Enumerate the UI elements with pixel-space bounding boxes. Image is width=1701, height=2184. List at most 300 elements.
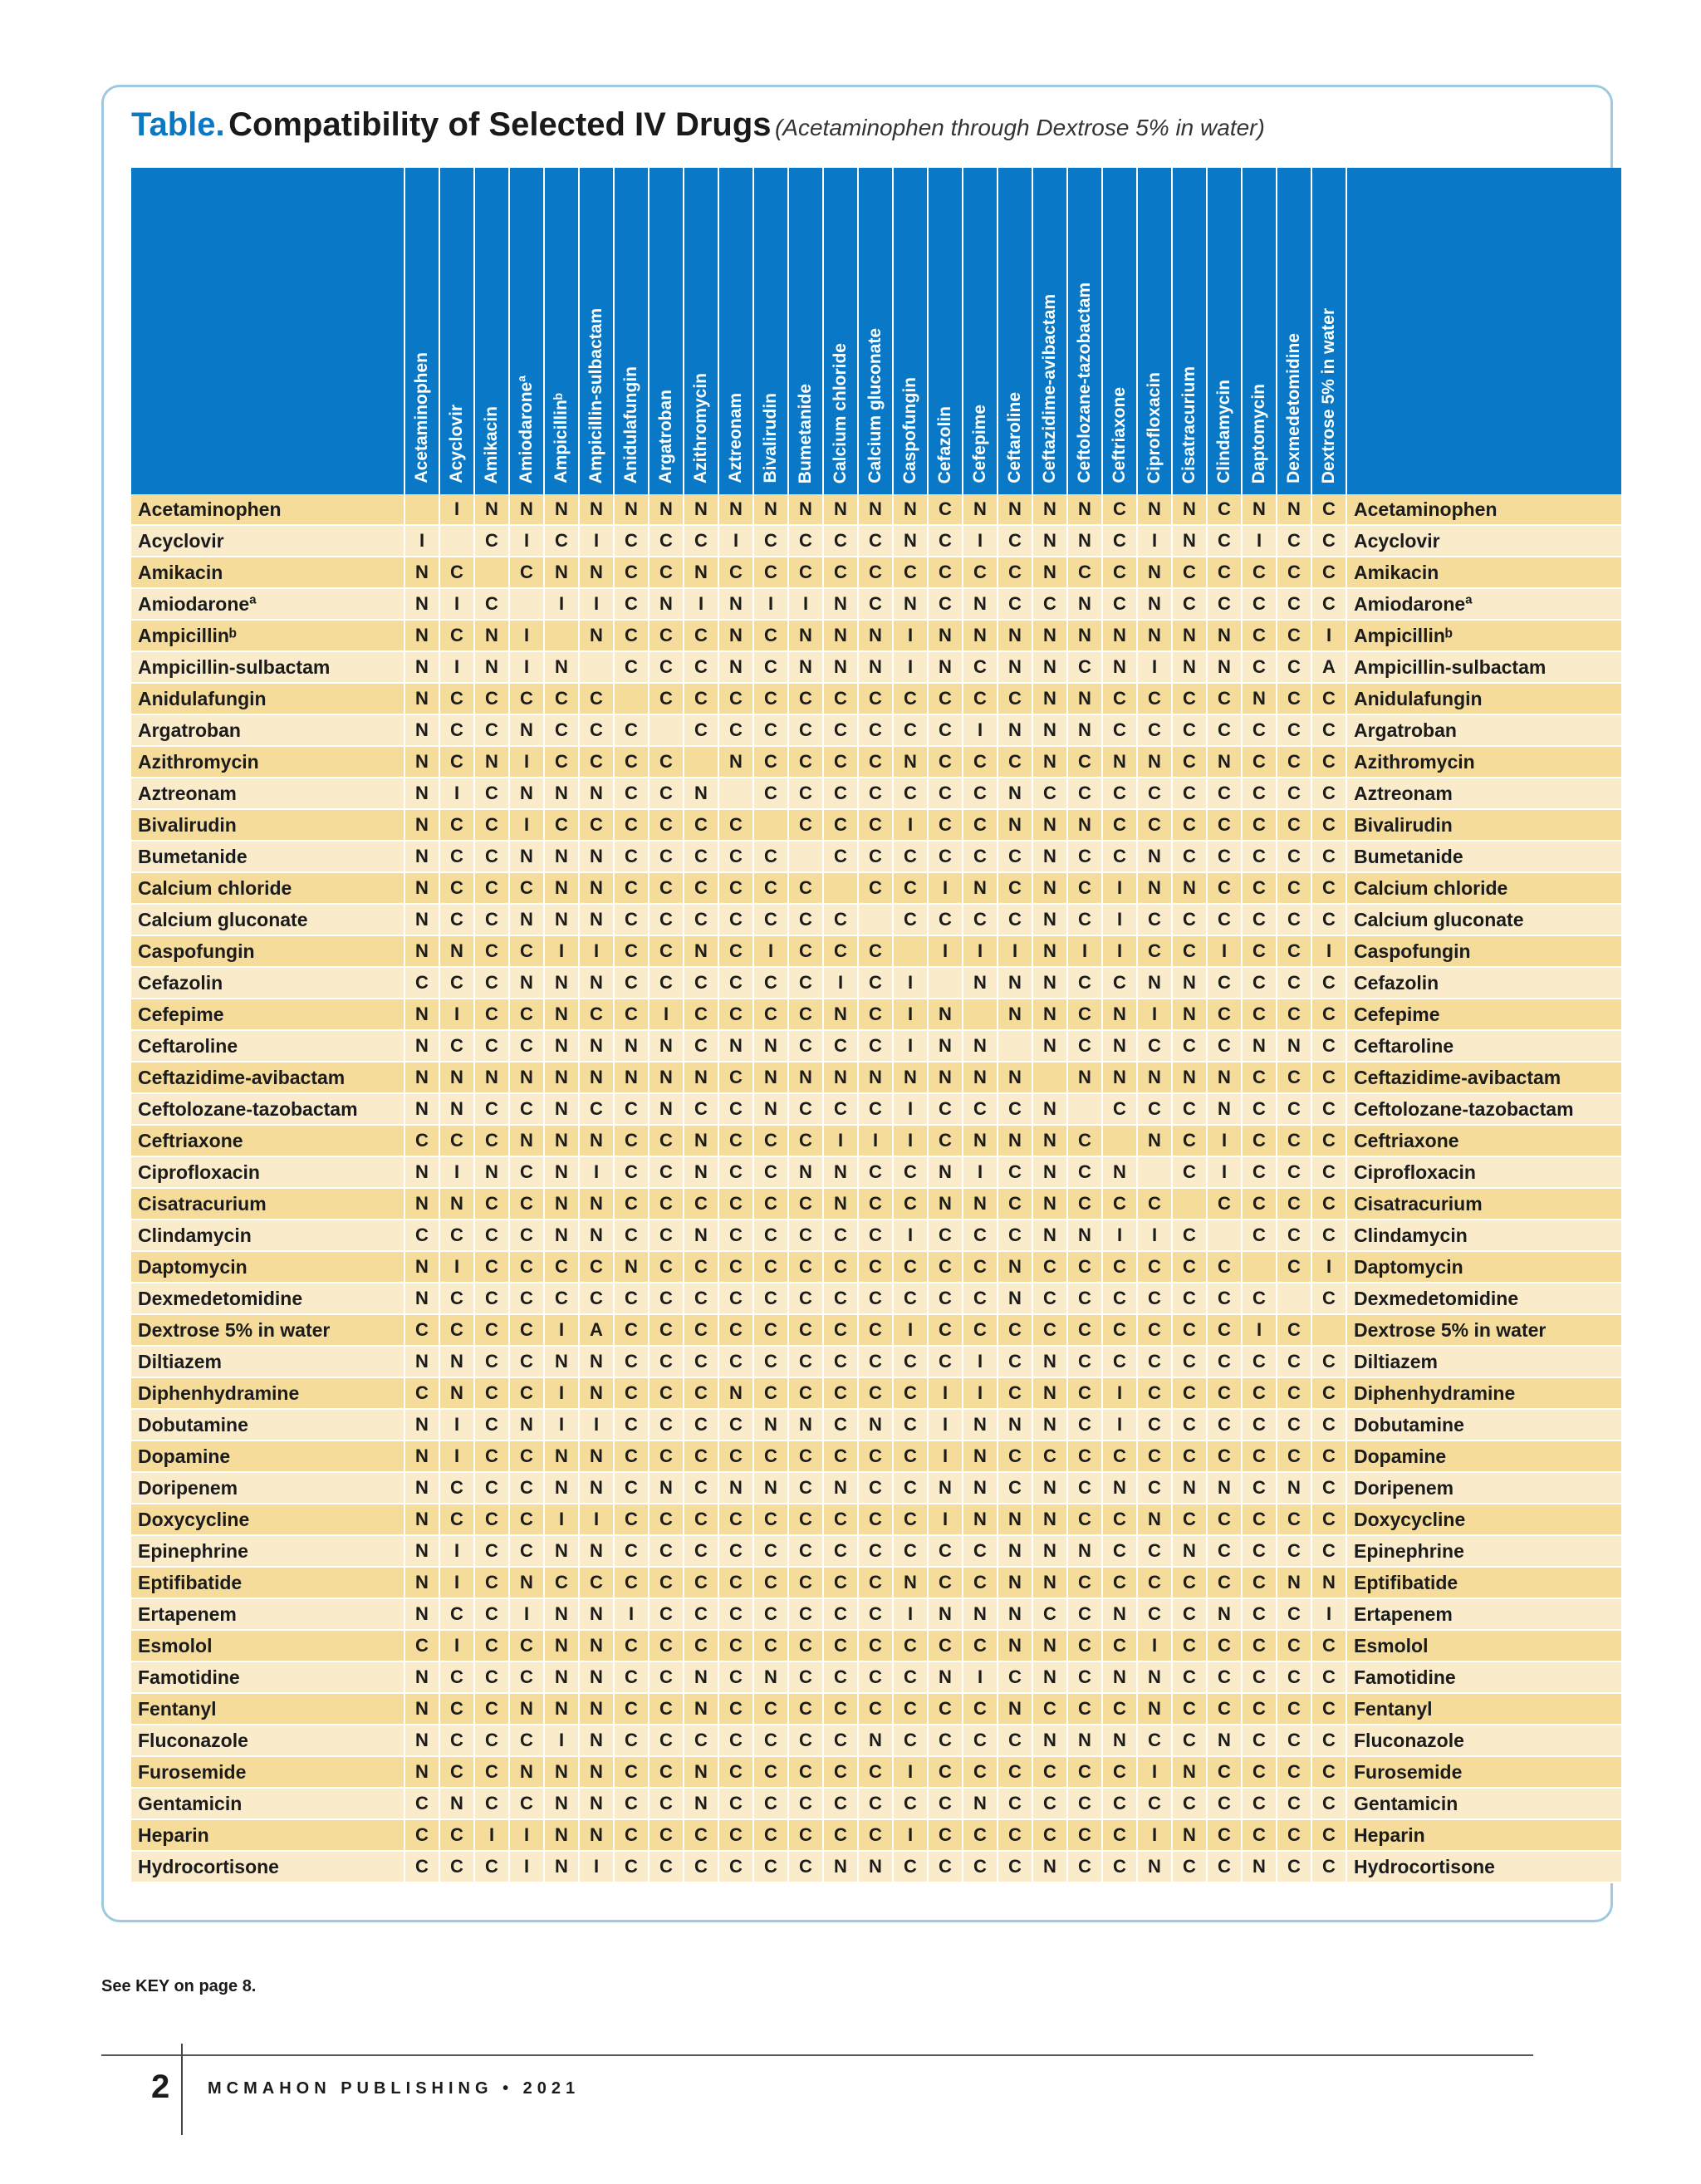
compatibility-cell: I bbox=[440, 1536, 475, 1568]
compatibility-cell: C bbox=[475, 1504, 510, 1536]
compatibility-cell: C bbox=[1068, 1031, 1103, 1063]
compatibility-cell: C bbox=[1243, 1757, 1277, 1789]
compatibility-cell: C bbox=[929, 1220, 963, 1252]
compatibility-cell: C bbox=[824, 1694, 859, 1725]
compatibility-cell: C bbox=[684, 1441, 719, 1473]
compatibility-cell: N bbox=[1103, 1063, 1138, 1094]
compatibility-cell: C bbox=[650, 1252, 684, 1283]
compatibility-cell: N bbox=[510, 968, 545, 999]
column-header bbox=[1068, 168, 1103, 494]
compatibility-cell: C bbox=[440, 1757, 475, 1789]
compatibility-cell: C bbox=[754, 1757, 789, 1789]
compatibility-cell: C bbox=[510, 1347, 545, 1378]
compatibility-cell: I bbox=[1103, 1220, 1138, 1252]
column-header bbox=[1243, 168, 1277, 494]
compatibility-cell: C bbox=[929, 1631, 963, 1662]
compatibility-cell: C bbox=[719, 873, 754, 905]
compatibility-cell: C bbox=[824, 1094, 859, 1126]
compatibility-cell: N bbox=[405, 1410, 440, 1441]
compatibility-cell: C bbox=[754, 1283, 789, 1315]
compatibility-cell: N bbox=[405, 1568, 440, 1599]
compatibility-cell: C bbox=[1277, 1157, 1312, 1189]
compatibility-cell: N bbox=[1277, 1031, 1312, 1063]
compatibility-cell: C bbox=[963, 747, 998, 778]
compatibility-cell: C bbox=[615, 1725, 650, 1757]
row-label: Dopamine bbox=[131, 1441, 405, 1473]
compatibility-cell: C bbox=[894, 1252, 929, 1283]
compatibility-cell: C bbox=[650, 1852, 684, 1883]
compatibility-cell: C bbox=[615, 936, 650, 968]
compatibility-cell: C bbox=[1277, 621, 1312, 652]
compatibility-cell: C bbox=[754, 1504, 789, 1536]
compatibility-cell: N bbox=[580, 1473, 615, 1504]
compatibility-cell: C bbox=[929, 1252, 963, 1283]
compatibility-cell: C bbox=[719, 1441, 754, 1473]
row-label-right: Ertapenem bbox=[1347, 1599, 1621, 1631]
compatibility-cell: C bbox=[440, 1852, 475, 1883]
compatibility-cell: C bbox=[1277, 778, 1312, 810]
compatibility-cell: N bbox=[1033, 621, 1068, 652]
compatibility-cell: N bbox=[1033, 1378, 1068, 1410]
compatibility-cell: C bbox=[929, 1315, 963, 1347]
compatibility-cell: C bbox=[1173, 715, 1208, 747]
compatibility-cell: N bbox=[405, 1757, 440, 1789]
compatibility-cell bbox=[580, 652, 615, 684]
compatibility-cell: C bbox=[1243, 621, 1277, 652]
compatibility-cell: C bbox=[1173, 842, 1208, 873]
compatibility-cell: C bbox=[650, 652, 684, 684]
compatibility-cell: C bbox=[440, 1220, 475, 1252]
compatibility-cell: C bbox=[615, 1441, 650, 1473]
compatibility-cell: N bbox=[580, 1347, 615, 1378]
compatibility-cell: C bbox=[684, 1189, 719, 1220]
table-row bbox=[131, 1063, 1621, 1094]
compatibility-cell: C bbox=[1103, 1789, 1138, 1820]
compatibility-cell: N bbox=[684, 1694, 719, 1725]
compatibility-cell: C bbox=[1103, 557, 1138, 589]
table-row bbox=[131, 589, 1621, 621]
compatibility-cell: C bbox=[719, 1694, 754, 1725]
compatibility-cell: C bbox=[1208, 842, 1243, 873]
table-row bbox=[131, 1410, 1621, 1441]
compatibility-cell: C bbox=[475, 1094, 510, 1126]
column-header-label: Ciprofloxacin bbox=[1145, 371, 1164, 483]
compatibility-cell: C bbox=[929, 842, 963, 873]
compatibility-cell: C bbox=[545, 747, 580, 778]
compatibility-cell: N bbox=[1033, 1631, 1068, 1662]
compatibility-cell: C bbox=[719, 1662, 754, 1694]
table-row bbox=[131, 1189, 1621, 1220]
column-header-label: Argatroban bbox=[656, 389, 675, 483]
compatibility-cell: C bbox=[719, 810, 754, 842]
compatibility-cell: N bbox=[475, 1063, 510, 1094]
compatibility-cell: C bbox=[475, 1694, 510, 1725]
compatibility-cell: N bbox=[894, 589, 929, 621]
compatibility-cell: C bbox=[963, 1220, 998, 1252]
compatibility-cell: C bbox=[1068, 1283, 1103, 1315]
compatibility-cell: C bbox=[684, 1252, 719, 1283]
compatibility-cell: C bbox=[719, 1568, 754, 1599]
compatibility-cell: N bbox=[405, 652, 440, 684]
compatibility-cell: N bbox=[545, 999, 580, 1031]
compatibility-cell: I bbox=[789, 589, 824, 621]
compatibility-cell: C bbox=[1103, 684, 1138, 715]
compatibility-cell: C bbox=[440, 1126, 475, 1157]
row-label-right: Dobutamine bbox=[1347, 1410, 1621, 1441]
compatibility-cell: N bbox=[405, 684, 440, 715]
compatibility-cell: C bbox=[754, 1347, 789, 1378]
compatibility-cell: C bbox=[824, 1820, 859, 1852]
compatibility-cell: C bbox=[615, 1568, 650, 1599]
compatibility-cell: C bbox=[1138, 1031, 1173, 1063]
compatibility-cell: C bbox=[684, 526, 719, 557]
compatibility-cell: C bbox=[929, 1347, 963, 1378]
compatibility-cell: I bbox=[963, 1157, 998, 1189]
compatibility-cell: I bbox=[894, 1315, 929, 1347]
publisher-line: MCMAHON PUBLISHING • 2021 bbox=[208, 2079, 581, 2098]
compatibility-cell: N bbox=[684, 1063, 719, 1094]
compatibility-cell: C bbox=[650, 810, 684, 842]
compatibility-cell: C bbox=[684, 1094, 719, 1126]
compatibility-cell: C bbox=[615, 842, 650, 873]
compatibility-cell: I bbox=[1208, 936, 1243, 968]
compatibility-cell: C bbox=[1277, 936, 1312, 968]
row-label: Famotidine bbox=[131, 1662, 405, 1694]
compatibility-cell: C bbox=[1068, 1757, 1103, 1789]
compatibility-cell: C bbox=[1103, 494, 1138, 526]
compatibility-cell: N bbox=[929, 1662, 963, 1694]
compatibility-cell: C bbox=[789, 1694, 824, 1725]
compatibility-cell: N bbox=[789, 1063, 824, 1094]
compatibility-cell: N bbox=[684, 557, 719, 589]
compatibility-cell: N bbox=[1173, 1536, 1208, 1568]
column-header-label: Aztreonam bbox=[726, 393, 745, 483]
compatibility-cell: C bbox=[1312, 557, 1347, 589]
compatibility-cell: C bbox=[405, 1220, 440, 1252]
compatibility-cell: C bbox=[1208, 968, 1243, 999]
compatibility-cell: N bbox=[545, 1662, 580, 1694]
compatibility-cell: C bbox=[754, 1725, 789, 1757]
row-label: Acyclovir bbox=[131, 526, 405, 557]
compatibility-cell: C bbox=[1243, 747, 1277, 778]
compatibility-cell: C bbox=[998, 1820, 1033, 1852]
compatibility-cell: C bbox=[1243, 1473, 1277, 1504]
compatibility-cell: C bbox=[1138, 1789, 1173, 1820]
compatibility-cell: N bbox=[405, 715, 440, 747]
compatibility-cell: C bbox=[510, 557, 545, 589]
compatibility-cell: N bbox=[719, 1378, 754, 1410]
compatibility-cell: C bbox=[1068, 1852, 1103, 1883]
compatibility-cell: C bbox=[754, 1599, 789, 1631]
compatibility-cell: C bbox=[824, 842, 859, 873]
compatibility-cell: I bbox=[580, 1852, 615, 1883]
compatibility-cell: I bbox=[510, 526, 545, 557]
compatibility-cell: C bbox=[510, 1220, 545, 1252]
compatibility-cell: C bbox=[510, 1441, 545, 1473]
compatibility-cell: C bbox=[475, 1283, 510, 1315]
compatibility-cell: C bbox=[1033, 1757, 1068, 1789]
compatibility-cell: C bbox=[998, 1725, 1033, 1757]
compatibility-cell: C bbox=[684, 1410, 719, 1441]
compatibility-cell: C bbox=[754, 557, 789, 589]
compatibility-cell: N bbox=[1033, 1568, 1068, 1599]
compatibility-cell: C bbox=[1243, 652, 1277, 684]
compatibility-cell: C bbox=[1138, 1378, 1173, 1410]
compatibility-cell: I bbox=[545, 1504, 580, 1536]
compatibility-cell: C bbox=[580, 1252, 615, 1283]
compatibility-cell: C bbox=[545, 1568, 580, 1599]
compatibility-cell: I bbox=[894, 1126, 929, 1157]
compatibility-cell: I bbox=[1138, 1220, 1173, 1252]
compatibility-cell: I bbox=[580, 1504, 615, 1536]
compatibility-cell: C bbox=[1277, 1599, 1312, 1631]
compatibility-cell: C bbox=[475, 873, 510, 905]
compatibility-cell: N bbox=[1103, 999, 1138, 1031]
compatibility-cell: C bbox=[789, 1220, 824, 1252]
compatibility-cell: C bbox=[894, 1694, 929, 1725]
row-label-right: Amikacin bbox=[1347, 557, 1621, 589]
row-label-right: Acyclovir bbox=[1347, 526, 1621, 557]
compatibility-cell: N bbox=[405, 1694, 440, 1725]
compatibility-cell: C bbox=[719, 715, 754, 747]
compatibility-cell: C bbox=[1243, 1410, 1277, 1441]
compatibility-cell: C bbox=[1277, 1094, 1312, 1126]
compatibility-cell bbox=[545, 621, 580, 652]
compatibility-cell: N bbox=[580, 1441, 615, 1473]
compatibility-cell: N bbox=[405, 873, 440, 905]
compatibility-cell: C bbox=[789, 1789, 824, 1820]
compatibility-cell: N bbox=[894, 747, 929, 778]
compatibility-cell: C bbox=[719, 1126, 754, 1157]
compatibility-cell: C bbox=[475, 1189, 510, 1220]
compatibility-cell: C bbox=[929, 526, 963, 557]
compatibility-cell: C bbox=[998, 747, 1033, 778]
compatibility-cell: C bbox=[1138, 1283, 1173, 1315]
compatibility-cell: C bbox=[1312, 526, 1347, 557]
compatibility-cell: C bbox=[1277, 1852, 1312, 1883]
compatibility-cell bbox=[1103, 1126, 1138, 1157]
compatibility-cell: N bbox=[824, 1189, 859, 1220]
compatibility-cell: C bbox=[1033, 1694, 1068, 1725]
compatibility-cell: C bbox=[1243, 1662, 1277, 1694]
compatibility-cell: C bbox=[1312, 747, 1347, 778]
table-row bbox=[131, 1347, 1621, 1378]
compatibility-cell: I bbox=[545, 1378, 580, 1410]
compatibility-cell: N bbox=[580, 1725, 615, 1757]
compatibility-cell: C bbox=[475, 1126, 510, 1157]
compatibility-cell: C bbox=[1138, 1568, 1173, 1599]
compatibility-cell: C bbox=[1277, 873, 1312, 905]
compatibility-cell: C bbox=[1068, 999, 1103, 1031]
row-label: Acetaminophen bbox=[131, 494, 405, 526]
compatibility-cell: I bbox=[1138, 1820, 1173, 1852]
column-header-label: Cefepime bbox=[970, 405, 989, 483]
compatibility-cell: N bbox=[998, 652, 1033, 684]
compatibility-cell: C bbox=[1208, 905, 1243, 936]
compatibility-cell: N bbox=[1068, 1725, 1103, 1757]
column-header-label: Ceftriaxone bbox=[1110, 387, 1129, 483]
compatibility-cell: C bbox=[1068, 1599, 1103, 1631]
column-header bbox=[650, 168, 684, 494]
compatibility-cell: C bbox=[475, 1410, 510, 1441]
compatibility-cell: C bbox=[929, 557, 963, 589]
compatibility-cell: C bbox=[475, 1852, 510, 1883]
compatibility-cell: C bbox=[1138, 715, 1173, 747]
compatibility-cell: C bbox=[789, 1725, 824, 1757]
compatibility-cell: N bbox=[1138, 1852, 1173, 1883]
compatibility-cell: C bbox=[615, 1504, 650, 1536]
compatibility-cell: C bbox=[1312, 494, 1347, 526]
compatibility-cell: N bbox=[824, 494, 859, 526]
compatibility-cell: C bbox=[859, 1031, 894, 1063]
compatibility-cell: N bbox=[859, 1063, 894, 1094]
row-label: Diltiazem bbox=[131, 1347, 405, 1378]
compatibility-cell: C bbox=[719, 1220, 754, 1252]
compatibility-cell: I bbox=[580, 526, 615, 557]
compatibility-cell: C bbox=[789, 526, 824, 557]
compatibility-cell: I bbox=[963, 936, 998, 968]
compatibility-cell: C bbox=[405, 1820, 440, 1852]
compatibility-cell: C bbox=[1277, 1189, 1312, 1220]
row-label-right: Fluconazole bbox=[1347, 1725, 1621, 1757]
compatibility-cell: I bbox=[929, 936, 963, 968]
compatibility-cell: N bbox=[824, 1063, 859, 1094]
column-header bbox=[754, 168, 789, 494]
compatibility-cell: C bbox=[1277, 1220, 1312, 1252]
compatibility-cell: C bbox=[824, 1662, 859, 1694]
compatibility-cell: C bbox=[929, 778, 963, 810]
compatibility-cell: C bbox=[1103, 1441, 1138, 1473]
compatibility-cell: C bbox=[650, 1126, 684, 1157]
column-header bbox=[859, 168, 894, 494]
compatibility-cell: C bbox=[650, 905, 684, 936]
compatibility-cell: I bbox=[1103, 1378, 1138, 1410]
compatibility-cell: C bbox=[963, 778, 998, 810]
compatibility-cell: N bbox=[1033, 810, 1068, 842]
compatibility-cell: C bbox=[475, 1473, 510, 1504]
compatibility-cell: C bbox=[998, 1189, 1033, 1220]
compatibility-cell: N bbox=[1068, 589, 1103, 621]
compatibility-cell: C bbox=[1173, 1504, 1208, 1536]
compatibility-cell: I bbox=[894, 1599, 929, 1631]
table-row bbox=[131, 652, 1621, 684]
row-label: Daptomycin bbox=[131, 1252, 405, 1283]
compatibility-cell: C bbox=[510, 684, 545, 715]
compatibility-cell: C bbox=[789, 810, 824, 842]
compatibility-cell: I bbox=[1208, 1126, 1243, 1157]
compatibility-cell: C bbox=[859, 1662, 894, 1694]
compatibility-cell: C bbox=[650, 1283, 684, 1315]
compatibility-cell: N bbox=[580, 1220, 615, 1252]
compatibility-cell: C bbox=[405, 1789, 440, 1820]
compatibility-cell: N bbox=[684, 1757, 719, 1789]
compatibility-cell: C bbox=[1068, 778, 1103, 810]
compatibility-cell: C bbox=[650, 1315, 684, 1347]
compatibility-cell: C bbox=[1068, 1441, 1103, 1473]
compatibility-cell: N bbox=[1138, 873, 1173, 905]
compatibility-cell: N bbox=[1068, 621, 1103, 652]
compatibility-cell: N bbox=[824, 999, 859, 1031]
row-label-right: Cisatracurium bbox=[1347, 1189, 1621, 1220]
column-header-label: Dextrose 5% in water bbox=[1319, 307, 1338, 483]
compatibility-cell: N bbox=[475, 1157, 510, 1189]
compatibility-cell: C bbox=[1173, 1220, 1208, 1252]
compatibility-cell: N bbox=[510, 1757, 545, 1789]
compatibility-cell: C bbox=[963, 905, 998, 936]
compatibility-cell: N bbox=[545, 1031, 580, 1063]
compatibility-cell bbox=[754, 810, 789, 842]
compatibility-cell: N bbox=[684, 936, 719, 968]
compatibility-cell: I bbox=[894, 1094, 929, 1126]
compatibility-cell: C bbox=[615, 1220, 650, 1252]
compatibility-cell bbox=[1173, 1189, 1208, 1220]
compatibility-cell: N bbox=[929, 1599, 963, 1631]
compatibility-cell: C bbox=[789, 715, 824, 747]
compatibility-cell: C bbox=[789, 873, 824, 905]
compatibility-cell: C bbox=[824, 1378, 859, 1410]
compatibility-cell: C bbox=[1312, 1063, 1347, 1094]
compatibility-cell: C bbox=[1277, 842, 1312, 873]
compatibility-cell: N bbox=[545, 1094, 580, 1126]
row-label-right: Fentanyl bbox=[1347, 1694, 1621, 1725]
compatibility-cell: C bbox=[475, 1631, 510, 1662]
compatibility-cell: C bbox=[615, 1094, 650, 1126]
compatibility-cell: N bbox=[859, 1725, 894, 1757]
compatibility-cell: C bbox=[1068, 1410, 1103, 1441]
compatibility-cell: N bbox=[1033, 873, 1068, 905]
compatibility-cell: C bbox=[1173, 1568, 1208, 1599]
compatibility-cell: C bbox=[824, 1283, 859, 1315]
compatibility-cell: N bbox=[1173, 968, 1208, 999]
compatibility-cell: I bbox=[1103, 873, 1138, 905]
compatibility-cell: C bbox=[475, 1536, 510, 1568]
compatibility-cell: N bbox=[1033, 715, 1068, 747]
compatibility-cell: C bbox=[1173, 1631, 1208, 1662]
compatibility-cell: C bbox=[754, 968, 789, 999]
compatibility-cell: C bbox=[684, 1315, 719, 1347]
compatibility-cell: C bbox=[789, 1631, 824, 1662]
row-label-right: Cefepime bbox=[1347, 999, 1621, 1031]
compatibility-cell: N bbox=[1208, 1473, 1243, 1504]
compatibility-cell: C bbox=[1277, 557, 1312, 589]
compatibility-cell: N bbox=[440, 1378, 475, 1410]
compatibility-cell: I bbox=[1138, 1631, 1173, 1662]
compatibility-cell: C bbox=[1277, 589, 1312, 621]
compatibility-cell: N bbox=[510, 1694, 545, 1725]
compatibility-cell: I bbox=[510, 1599, 545, 1631]
column-header-label: Caspofungin bbox=[900, 376, 919, 483]
compatibility-cell: C bbox=[859, 1631, 894, 1662]
compatibility-cell: N bbox=[684, 1157, 719, 1189]
compatibility-cell: C bbox=[754, 1441, 789, 1473]
compatibility-cell: C bbox=[1312, 1378, 1347, 1410]
compatibility-cell: C bbox=[1068, 1252, 1103, 1283]
compatibility-cell: I bbox=[580, 936, 615, 968]
compatibility-cell: N bbox=[475, 494, 510, 526]
compatibility-cell: N bbox=[545, 1599, 580, 1631]
compatibility-cell: C bbox=[615, 747, 650, 778]
row-label: Amikacin bbox=[131, 557, 405, 589]
compatibility-cell: C bbox=[615, 1347, 650, 1378]
compatibility-cell: C bbox=[405, 1852, 440, 1883]
compatibility-cell bbox=[510, 589, 545, 621]
column-header bbox=[963, 168, 998, 494]
compatibility-cell: N bbox=[1173, 621, 1208, 652]
row-label-right: Dexmedetomidine bbox=[1347, 1283, 1621, 1315]
compatibility-cell: N bbox=[894, 526, 929, 557]
row-label-right: Acetaminophen bbox=[1347, 494, 1621, 526]
column-header bbox=[894, 168, 929, 494]
